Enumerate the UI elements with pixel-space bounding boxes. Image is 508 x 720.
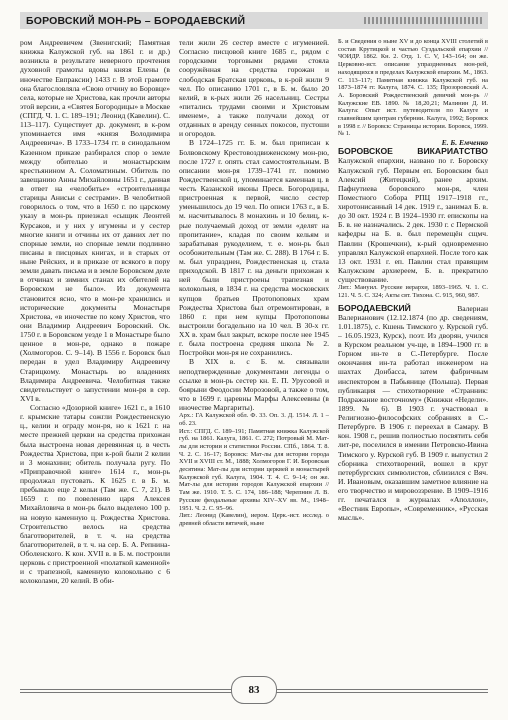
col2-paragraph-3: В XIX в. с Б. м. связывали неподтвержденные документами легенды о ссылке в мон-рь сестер кн. Е. П. Урусовой и боярыни Феодосии Морозовой, а также о том, что в 1699 г. царевны Марфы Алексеевны (в иночестве Маргариты). [179, 357, 329, 412]
text-columns [20, 38, 488, 666]
col3-references-2: Лит.: Мануил. Русские иерархи, 1893–1965. Ч. 1. С. 121. Ч. 5. С. 324; Акты свт. Тихона. С. 915, 960, 987. [338, 284, 488, 299]
col2-paragraph-1: тели жили 26 сестер вместе с игуменией. Согласно писцовой книге 1685 г., рядом с городскими торговыми рядами стояла сооружённая на средства горожан и слободская Братская церковь, в к-рой жили 9 чел. По описанию 1701 г., в Б. м. было 20 келий, в к-рых жили 26 насельниц. Сестры «питались трудами своими и Христовым именем», а также получали доход от отданных в аренду сенных покосов, пустоши и огородов. [179, 38, 329, 139]
running-title: БОРОВСКИЙ МОН-РЬ – БОРОДАЕВСКИЙ [26, 14, 246, 27]
entry-heading: БОРОВСКОЕ ВИКАРИАТСТВО [338, 146, 488, 157]
entry-borodaevsky [338, 304, 488, 523]
col2-paragraph-2: В 1724–1725 гг. Б. м. был приписан к Болвовскому Крестовоздвиженскому мон-рю, после 1727 г. опять стал самостоятельным. В описании мон-ря 1739–1741 гг. помимо Рождественской ц. упоминается каменная ц. в честь Казанской иконы Пресв. Богородицы, пристроенная к первой, число сестер уменьшилось до 19 чел. По описи 1763 г., в Б. м. насчитывалось 8 монахинь и 10 белиц, к-рые получаемый доход от земли «делят на пропитание», кладая по своим кельям и зарабатывая рукоделием, т. е. мон-рь был особожительным (Там же. С. 288). В 1764 г. Б. м. был упразднен, Рождественская ц. стала приходской. В 1817 г. на деньги прихожан к ней были пристроены трапезная и колокольня, в 1834 г. на средства московских купцов братьев Протопоповых храм Рождества Христова был отремонтирован, в 1860 г. при нем купцы Протопоповы выстроили богадельню на 10 чел. В 30-х гг. XX в. храм был закрыт, вскоре после нее 1945 г. была построена средняя школа № 2. Постройки мон-ря не сохранились. [179, 138, 329, 358]
col2-references: Арх.: ГА Калужской обл. Ф. 33. Оп. 3. Д. 1514. Л. 1 – об. 23. Ист.: СПГД. С. 189–191; Памятная книжка Калужской губ. на 1861. Калуга, 1861. С. 272; Потровый М. Мат-лы для истории и статистики России. СПб., 1864. Т. 8. Ч. 2. С. 16–17; Боровск: Мат-лы для истории города XVII и XVIII ст. М., 1888; Холмогоров Г. И. Боровская десятина: Мат-лы для истории церквей и монастырей Калужской губ. Калуга, 1904. Т. 4. С. 9–14; он же. Мат-лы для истории городов Калужской епархии // Там же. 1910. Т. 5. С. 174, 186–188; Черепнин Л. В. Русские феодальные архивы XIV–XV вв. М., 1948–1951. Ч. 2. С. 95–96. Лит.: Леонид (Кавелин), иером. Церк.-ист. исслед. о древней области вятичей, ныне [179, 412, 329, 527]
article-author: Е. Б. Емченко [441, 138, 488, 148]
entry-heading: БОРОДАЕВСКИЙ [338, 302, 411, 313]
page-number: 83 [239, 684, 270, 696]
header-ornament [364, 17, 482, 24]
entry-body: Калужской епархии, названо по г. Боровску Калужской губ. Первым еп. Боровским был Алексий (Житецкий), ранее архим. Пафнутиева боровского мон-ря, член Поместного Собора РПЦ 1917–1918 гг., хиротонисанный 14 дек. 1919 г., занимал Б. в. до 30 окт. 1924 г. В 1924–1930 гг. епископы на Б. в. не назначались. 2 дек. 1930 г. с Пермской кафедры на Б. в. был перемещён сщмч. Павлин (Крошечкин), к-рый одновременно управлял Калужской епархией. После того как 13 окт. 1931 г. еп. Павлин стал правящим Калужским архиереем, Б. в. прекратило существование. [338, 156, 488, 285]
page-footer [20, 674, 488, 706]
col1-paragraph-1: ром Андреевичем (Звенигский; Памятная книжка Калужской губ. на 1861 г. и др.) возникла в результате неверного прочтения духовной грамоты вдовы князя Елены (в иночестве Евпраксии) 1433 г. В этой грамоте она благословляла «Свою отчину во Боровце» села, которые не Христова, как прочли авторы этой версии, а «Святея Богородицы» в Москве (СПГД. Ч. 1. С. 189–191; Леонид (Кавелин). С. 113–117). Существует др. документ, в к-ром упоминается имя «князя Володимира Андреевича». В 1733–1734 гг. в синодальном Казенном приказе разбирался спор о земле между обителью и монастырским крестьянином А. Соломатиным. Обитель по завещанию Анны Михайловны 1651 г., данная в ответ на «челобитье» «строительницы старицы Анисьи с сестрами». В челобитной говорилось о том, что в 1650 г. по царскому указу в мон-рь приезжал «сыщик Леонтей Курсаков, и у них у игумены и у сестер многие книги и отчины их от давних лет по спорные земли, но спорные земли подлинно писаны в писцовых книгах, и в старых от ныне Рейских, и в приказе от всякого в пору земли давать письма и в земле Боровском деле в отчинах и зимних станах их обителей на Боровском не было». Из документа становится ясно, что в мон-ре хранились и исторические документы Монастыря Христова, «в иночестве по кому Христов, что они Владимир Андреевич Боровский. Ок. 1750 г. в Боровском уезде 1 в Монастыре было ценное в мон-ре, однако в пожаре (Холмогоров. С. 9–14). В 1556 г. Боровск был передан в удел Владимиру Андреевичу Старицкому. Монастырь во владениях Владимира Андреевича. Челобитная также свидетельствует о запустении мон-ря в сер. XVI в. [20, 38, 170, 403]
column-1 [20, 38, 170, 666]
column-2 [179, 38, 329, 666]
entry-boroskoe-vikariatstvo [338, 147, 488, 284]
column-3 [338, 38, 488, 666]
running-header [20, 12, 488, 29]
col3-references: Б. и Сведения о ныне XV и до конца XVIII столетий в состав Крутицкой и частью Суздальской епархии // ЧОИДР. 1862. Кн. 2. Отд. 1. С. V, 143–164; он же. Церковно-ист. описание упраздненных мон-рей, находящихся в пределах Калужской епархии. М., 1863. С. 113–117; Памятная книжка Калужской губ. на 1873–1874 гг. Калуга, 1874. С. 135; Прозоровский А. А. Боровский Рождественский девичий мон-рь // Калужские ЕВ. 1890. № 18,20,21; Малинин Д. И. Калуга: Опыт ист. путеводителя по Калуге и главнейшим центрам губернии. Калуга, 1992; Боровск в 1998 г. // Боровск: Страницы истории. Боровск, 1999. № 1. [338, 38, 488, 138]
entry-body: Валериан Валерианович (12.12.1874 (по др. сведениям, 1.01.1875), с. Кшень Тимского у. Курской губ. – 16.05.1923, Курск), поэт. Из дворян, учился в Курском реальном уч-ще, в 1894–1900 гг. в Горном ин-те в С.-Петербурге. После окончания ин-та работал инженером на шахтах Донбасса, затем фабричным инспектором в Пабьянице (Польша). Первая публикация — стихотворение «Странник: Подражание восточному» (Книжки «Недели». 1899. № 6). В 1903 г. участвовал в Религиозно-философских собраниях в С.-Петербурге. В 1906 г. переехал в Самару. В кон. 1908 г., решив полностью посвятить себя лит-ре, поселился в имении Петровско-Ивина Тимского у. Курской губ. В 1909 г. выпустил 2 сборника стихотворений, вошел в круг петербургских символистов, сблизился с Вяч. И. Ивановым, оказавшим заметное влияние на его творчество и мировоззрение. В 1909–1916 гг. печатался в журналах «Аполлон», «Вестник Европы», «Современник», «Русская мысль». [338, 303, 488, 523]
col1-paragraph-2: Согласно «Дозорной книге» 1621 г., в 1610 г. крымские татары сожгли Рождественскую ц., келии и ограду мон-ря, но к 1621 г. на месте прежней церкви на средства прихожан была выстроена новая деревянная ц. в честь Рождества Христова, при к-рой были 2 келии и 3 монахини; обитель получала ругу. По «Приправочной книге» 1614 г., мон-рь продолжал пустовать. К 1625 г. в Б. м. пребывало еще 2 кельи (Там же. С. 7, 21). В 1659 г. по повелению царя Алексея Михайловича в мон-рь было выделено 100 р. на новую каменную ц. Рождества Христова. Строительство велось на средства благотворителей, в т. ч. на средства благотворителей, в т. ч. на сер. Б. А. Репнина-Оболенского. К кон. XVII в. в Б. м. построили церковь с пристроенной «полаткой каменной» и с трапезной, каменную колокольню с 6 колоколами, 20 келий. В оби- [20, 403, 170, 586]
page-number-badge [231, 676, 277, 704]
